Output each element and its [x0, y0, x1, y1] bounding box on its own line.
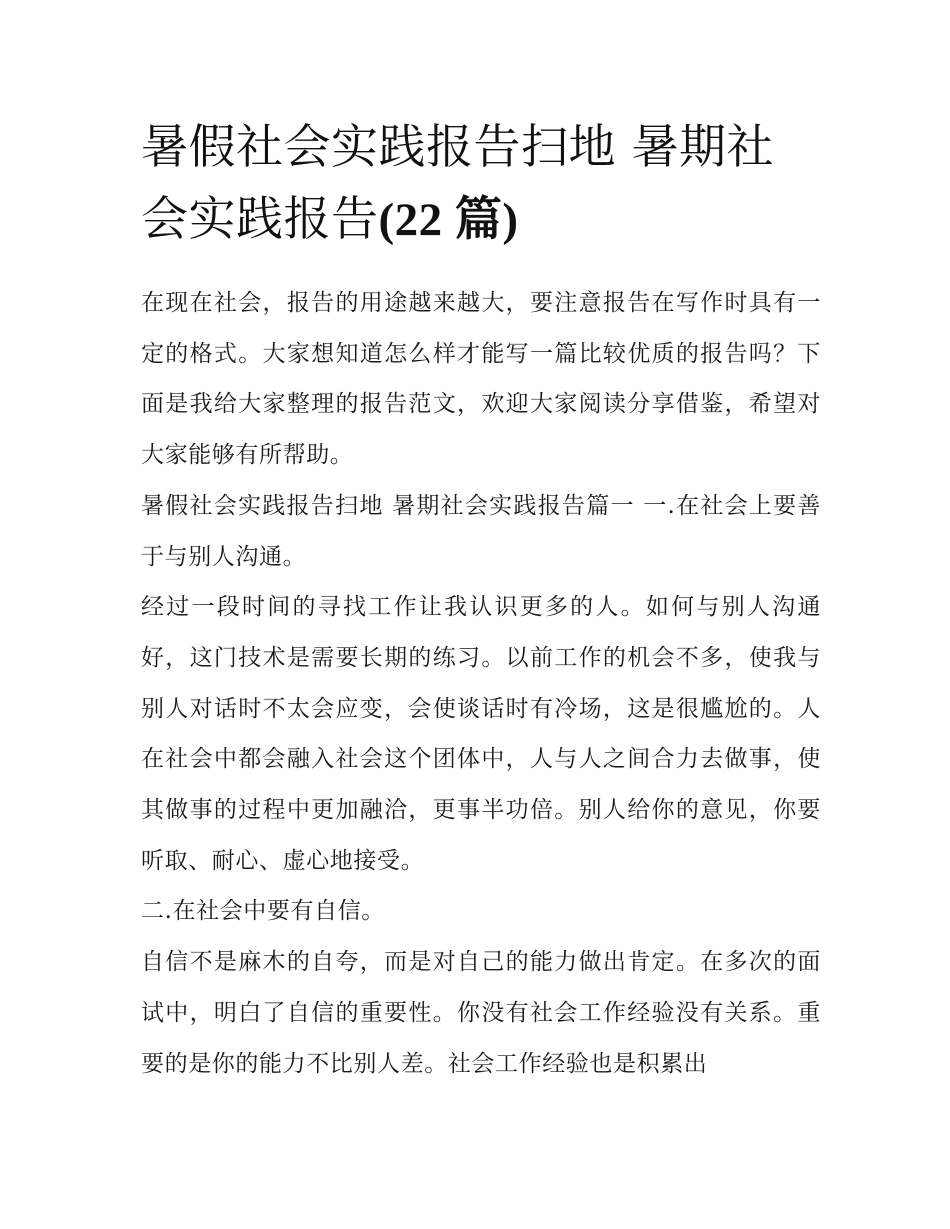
- title-main: 暑假社会实践报告扫地 暑期社会实践报告: [141, 120, 774, 247]
- title-suffix: (22 篇): [378, 194, 519, 246]
- intro-paragraph: 在现在社会，报告的用途越来越大，要注意报告在写作时具有一定的格式。大家想知道怎么样才能写一篇比较优质的报告吗？下面是我给大家整理的报告范文，欢迎大家阅读分享借鉴，希望对大家能够有所帮助。: [141, 290, 821, 469]
- body-paragraph: 经过一段时间的寻找工作让我认识更多的人。如何与别人沟通好，这门技术是需要长期的练习。以前工作的机会不多，使我与别人对话时不太会应变，会使谈话时有冷场，这是很尴尬的。人在社会中都会融入社会这个团体中，人与人之间合力去做事，使其做事的过程中更加融洽，更事半功倍。别人给你的意见，你要听取、耐心、虚心地接受。: [141, 594, 821, 874]
- section-one-heading: 暑假社会实践报告扫地 暑期社会实践报告篇一 一.在社会上要善于与别人沟通。: [141, 492, 821, 570]
- section-two-heading: 二.在社会中要有自信。: [141, 898, 385, 925]
- body-paragraph: 自信不是麻木的自夸，而是对自己的能力做出肯定。在多次的面试中，明白了自信的重要性。你没有社会工作经验没有关系。重要的是你的能力不比别人差。社会工作经验也是积累出: [141, 949, 821, 1077]
- document-title: [141, 112, 821, 256]
- document-page: [141, 112, 821, 1089]
- document-body: [141, 278, 821, 1089]
